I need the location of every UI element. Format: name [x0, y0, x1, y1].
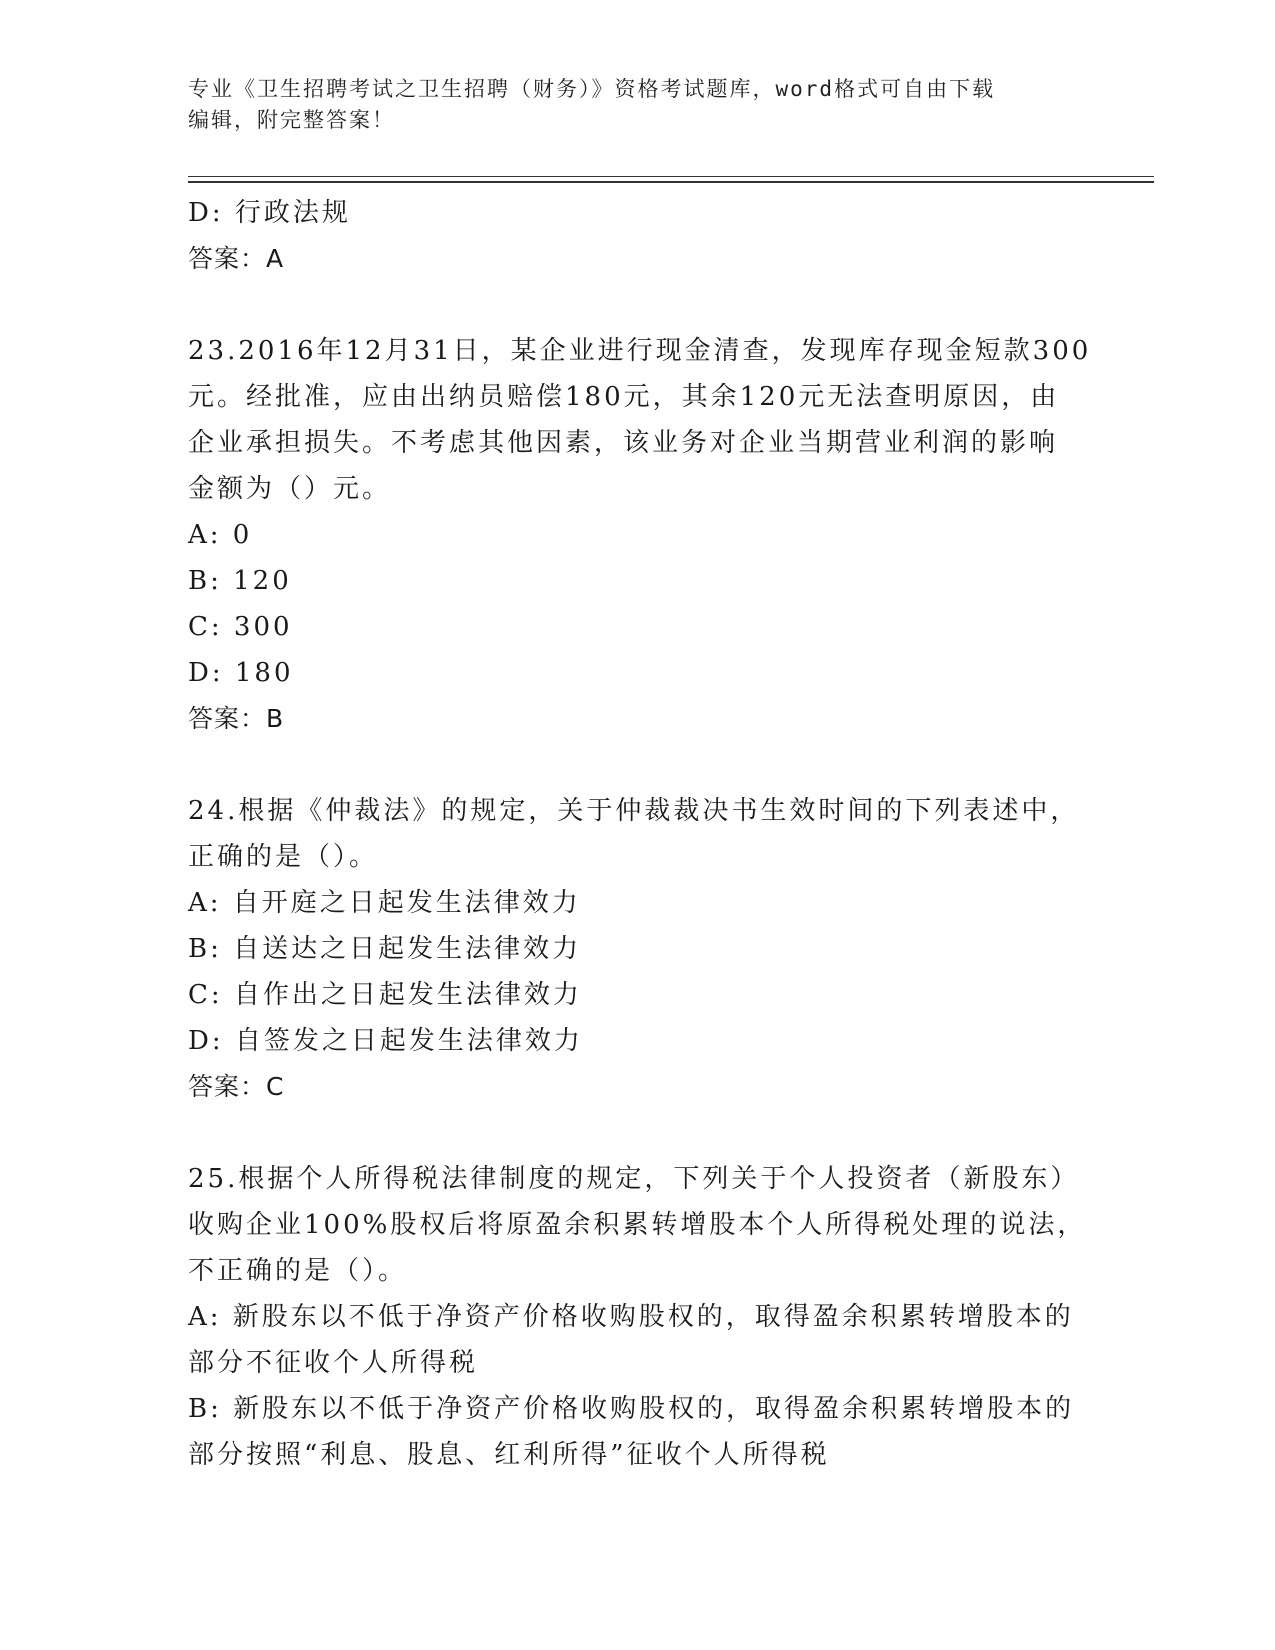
question-24 [188, 788, 1088, 1110]
spacer [188, 742, 1088, 788]
question-23-line: 企业承担损失。不考虑其他因素，该业务对企业当期营业利润的影响 [188, 428, 1059, 458]
question-24-option-c: C: 自作出之日起发生法律效力 [188, 980, 582, 1010]
prev-option-d: D: 行政法规 [188, 198, 351, 228]
header-divider-thin [188, 176, 1154, 177]
header-line-2: 编辑，附完整答案！ [188, 108, 395, 132]
question-24-line: 正确的是（）。 [188, 842, 379, 872]
question-content [188, 190, 1092, 1478]
question-23-option-c: C: 300 [188, 612, 293, 642]
spacer [188, 282, 1088, 328]
question-23-line: 金额为（）元。 [188, 474, 392, 504]
question-25-option-a: A: 新股东以不低于净资产价格收购股权的，取得盈余积累转增股本的 [188, 1302, 1074, 1332]
question-25 [188, 1156, 1088, 1478]
question-25-option-b: B: 新股东以不低于净资产价格收购股权的，取得盈余积累转增股本的 [188, 1394, 1075, 1424]
header-line-1: 专业《卫生招聘考试之卫生招聘（财务）》资格考试题库，word格式可自由下载 [188, 77, 996, 101]
spacer [188, 1110, 1088, 1156]
question-25-line: 25.根据个人所得税法律制度的规定，下列关于个人投资者（新股东） [188, 1164, 1080, 1194]
question-23-option-d: D: 180 [188, 658, 294, 688]
question-25-line: 不正确的是（）。 [188, 1256, 408, 1286]
question-23 [188, 328, 1092, 742]
prev-answer: 答案：A [188, 244, 285, 273]
header-divider-thick [188, 181, 1154, 183]
question-25-line: 收购企业100%股权后将原盈余积累转增股本个人所得税处理的说法， [188, 1210, 1087, 1240]
question-23-line: 23.2016年12月31日，某企业进行现金清查，发现库存现金短款300 [188, 336, 1092, 366]
question-23-option-a: A: 0 [188, 520, 253, 550]
document-header [188, 74, 1068, 136]
question-23-answer: 答案：B [188, 704, 285, 733]
question-25-option-a-cont: 部分不征收个人所得税 [188, 1348, 479, 1378]
question-23-option-b: B: 120 [188, 566, 292, 596]
question-23-line: 元。经批准，应由出纳员赔偿180元，其余120元无法查明原因，由 [188, 382, 1060, 412]
question-25-option-b-cont: 部分按照“利息、股息、红利所得”征收个人所得税 [188, 1440, 830, 1470]
question-24-option-b: B: 自送达之日起发生法律效力 [188, 934, 582, 964]
question-24-option-a: A: 自开庭之日起发生法律效力 [188, 888, 581, 918]
question-24-answer: 答案：C [188, 1072, 285, 1101]
question-24-option-d: D: 自签发之日起发生法律效力 [188, 1026, 583, 1056]
question-24-line: 24.根据《仲裁法》的规定，关于仲裁裁决书生效时间的下列表述中， [188, 796, 1080, 826]
